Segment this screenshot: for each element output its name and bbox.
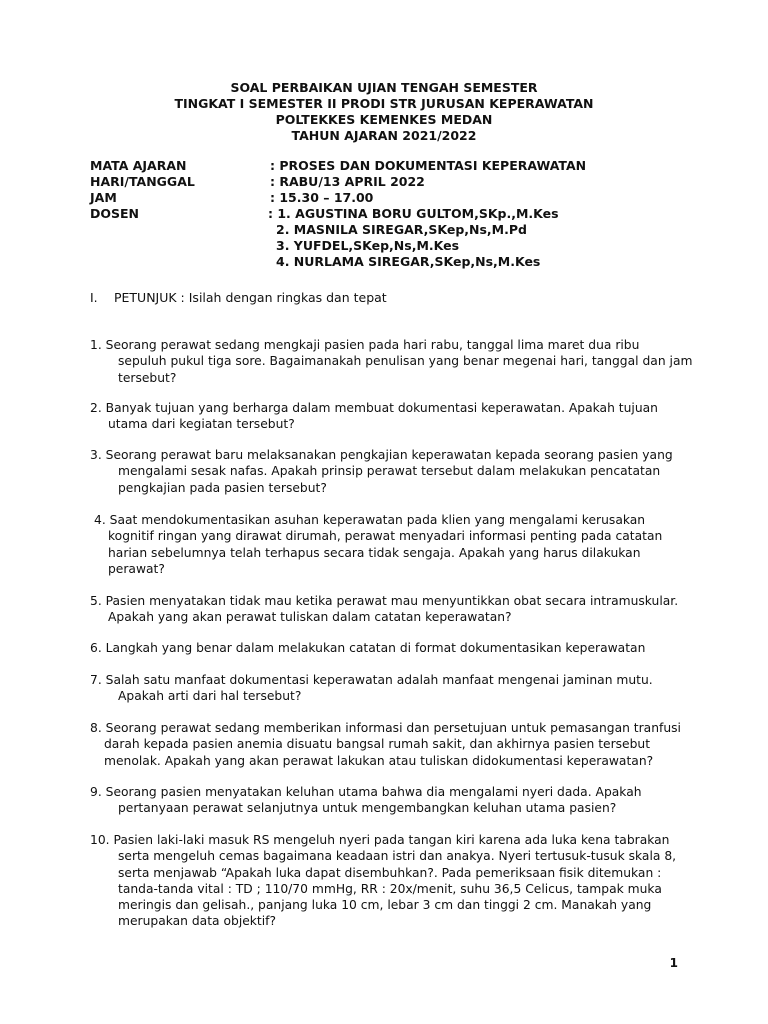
question-10 (90, 832, 680, 930)
question-9 (90, 784, 680, 817)
question-line: Apakah arti dari hal tersebut? (118, 689, 302, 704)
header-line-3: POLTEKKES KEMENKES MEDAN (275, 112, 493, 127)
jam-label: JAM (90, 190, 117, 205)
dosen-4: 4. NURLAMA SIREGAR,SKep,Ns,M.Kes (276, 254, 541, 269)
hari-tanggal-label: HARI/TANGGAL (90, 174, 195, 189)
dosen-1: : 1. AGUSTINA BORU GULTOM,SKp.,M.Kes (268, 206, 559, 221)
header-line-4: TAHUN AJARAN 2021/2022 (291, 128, 477, 143)
instruction-text: PETUNJUK : Isilah dengan ringkas dan tepat (113, 290, 387, 305)
question-line: sepuluh pukul tiga sore. Bagaimanakah penulisan yang benar megenai hari, tanggal dan jam (118, 354, 693, 369)
instruction-numeral: I. (90, 290, 98, 305)
page-number: 1 (669, 956, 678, 970)
question-line: mengalami sesak nafas. Apakah prinsip perawat tersebut dalam melakukan pencatatan (118, 464, 661, 479)
question-line: 3. Seorang perawat baru melaksanakan pengkajian keperawatan kepada seorang pasien yang (90, 448, 673, 462)
question-line: 4. Saat mendokumentasikan asuhan keperawatan pada klien yang mengalami kerusakan (94, 513, 646, 527)
question-3 (90, 447, 680, 496)
question-line: meringis dan gelisah., panjang luka 10 cm, lebar 3 cm dan tinggi 2 cm. Manakah yang (118, 898, 652, 913)
header-line-1: SOAL PERBAIKAN UJIAN TENGAH SEMESTER (230, 80, 538, 95)
question-line: 8. Seorang perawat sedang memberikan informasi dan persetujuan untuk pemasangan tranfusi (90, 721, 681, 735)
question-line: serta mengeluh cemas bagaimana keadaan istri dan anakya. Nyeri tertusuk-tusuk skala 8, (118, 849, 677, 864)
question-line: Apakah yang akan perawat tuliskan dalam catatan keperawatan? (108, 610, 512, 625)
instruction (90, 290, 387, 306)
question-4 (94, 512, 684, 577)
mata-ajaran-label: MATA AJARAN (90, 158, 187, 173)
question-line: 5. Pasien menyatakan tidak mau ketika perawat mau menyuntikkan obat secara intramuskular. (90, 594, 679, 608)
question-line: 1. Seorang perawat sedang mengkaji pasien pada hari rabu, tanggal lima maret dua ribu (90, 338, 640, 352)
hari-tanggal-value: : RABU/13 APRIL 2022 (270, 174, 425, 189)
question-line: pengkajian pada pasien tersebut? (118, 480, 327, 495)
question-7 (90, 672, 680, 705)
question-line: perawat? (108, 561, 165, 576)
question-line: menolak. Apakah yang akan perawat lakukan atau tuliskan didokumentasi keperawatan? (104, 753, 654, 768)
question-5 (90, 593, 680, 626)
question-line: serta menjawab “Apakah luka dapat disembuhkan?. Pada pemeriksaan fisik ditemukan : (118, 865, 662, 880)
dosen-3: 3. YUFDEL,SKep,Ns,M.Kes (276, 238, 460, 253)
mata-ajaran-value: : PROSES DAN DOKUMENTASI KEPERAWATAN (270, 158, 587, 173)
question-line: tersebut? (118, 370, 177, 385)
question-line: utama dari kegiatan tersebut? (108, 417, 295, 432)
question-line: 7. Salah satu manfaat dokumentasi keperawatan adalah manfaat mengenai jaminan mutu. (90, 673, 653, 687)
question-line: 6. Langkah yang benar dalam melakukan catatan di format dokumentasikan keperawatan (90, 641, 646, 655)
question-line: harian sebelumnya telah terhapus secara tidak sengaja. Apakah yang harus dilakukan (108, 545, 641, 560)
header-line-2: TINGKAT I SEMESTER II PRODI STR JURUSAN KEPERAWATAN (174, 96, 594, 111)
question-2 (90, 400, 680, 433)
document-header (0, 80, 768, 144)
question-1 (90, 337, 693, 386)
question-6 (90, 640, 680, 656)
dosen-label: DOSEN (90, 206, 140, 221)
question-line: 9. Seorang pasien menyatakan keluhan utama bahwa dia mengalami nyeri dada. Apakah (90, 785, 642, 799)
question-8 (90, 720, 680, 769)
question-line: 2. Banyak tujuan yang berharga dalam membuat dokumentasi keperawatan. Apakah tujuan (90, 401, 658, 415)
dosen-2: 2. MASNILA SIREGAR,SKep,Ns,M.Pd (276, 222, 527, 237)
question-line: pertanyaan perawat selanjutnya untuk mengembangkan keluhan utama pasien? (118, 801, 617, 816)
question-line: 10. Pasien laki-laki masuk RS mengeluh nyeri pada tangan kiri karena ada luka kena tabrakan (90, 833, 670, 847)
question-line: kognitif ringan yang dirawat dirumah, perawat menyadari informasi penting pada catatan (108, 529, 663, 544)
question-line: tanda-tanda vital : TD ; 110/70 mmHg, RR : 20x/menit, suhu 36,5 Celicus, tampak muka (118, 881, 662, 896)
question-line: merupakan data objektif? (118, 914, 277, 929)
question-line: darah kepada pasien anemia disuatu bangsal rumah sakit, dan akhirnya pasien tersebut (104, 737, 651, 752)
jam-value: : 15.30 – 17.00 (270, 190, 374, 205)
